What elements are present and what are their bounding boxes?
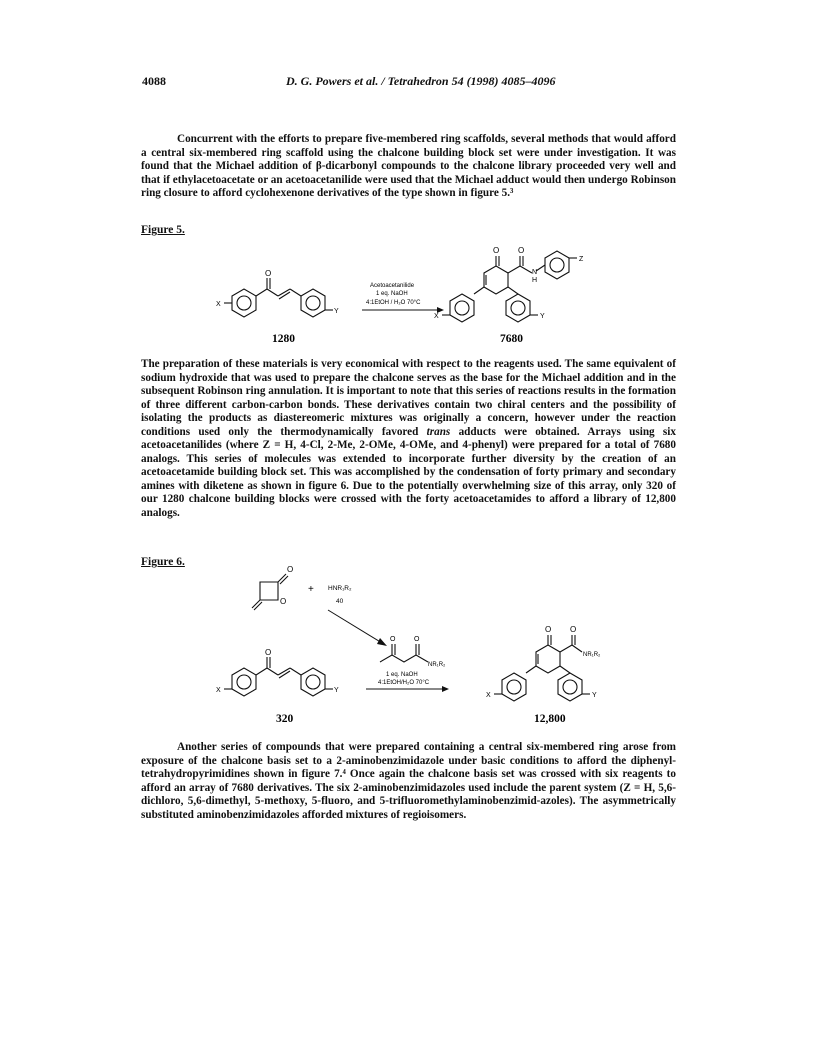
figure-6-chalcone-structure bbox=[224, 657, 333, 696]
paragraph-3-text: Another series of compounds that were prepared containing a central six-membered ring arose from exposure of the chalcone basis set to a 2-aminobenzimidazole under basic conditions to afford the diphenyl-tetrahydropyrimidines shown in figure 7.⁴ Once again the chalcone basis set was crossed with six reagents to afford an array of 7680 derivatives. The six 2-aminobenzimidazoles used include the parent system (Z = H, 5,6-dichloro, 5,6-dimethyl, 5-methoxy, 5-fluoro, and 5-trifluoromethylaminobenzimid-azoles). The asymmetrically substituted aminobenzimidazoles afforded mixtures of regioisomers. bbox=[141, 741, 676, 821]
fig5-product-Y: Y bbox=[540, 313, 545, 320]
fig6-product-X: X bbox=[486, 692, 491, 699]
fig6-chalcone-O: O bbox=[265, 648, 272, 657]
figure-6-acetoacetamide-structure bbox=[380, 644, 428, 662]
fig5-product-Z: Z bbox=[579, 256, 584, 263]
fig5-chalcone-Y: Y bbox=[334, 308, 339, 315]
fig5-reagent-2: 1 eq. NaOH bbox=[376, 291, 408, 297]
figure-5-chalcone-structure bbox=[224, 278, 333, 317]
fig6-diagonal-arrow bbox=[328, 610, 382, 643]
fig5-product-N: N bbox=[532, 269, 538, 276]
fig6-compound-12800: 12,800 bbox=[534, 713, 566, 725]
fig5-reagent-3: 4:1EtOH / H₂O 70°C bbox=[366, 300, 421, 306]
figure-6-scheme bbox=[180, 562, 650, 732]
fig5-chalcone-X: X bbox=[216, 301, 221, 308]
fig6-amine-count: 40 bbox=[336, 598, 344, 605]
running-header-citation: D. G. Powers et al. / Tetrahedron 54 (1998) 4085–4096 bbox=[286, 74, 556, 88]
paragraph-2 bbox=[141, 358, 676, 520]
figure-5-scheme bbox=[180, 238, 650, 348]
fig6-diketene-O1: O bbox=[287, 565, 294, 574]
fig5-compound-7680: 7680 bbox=[500, 333, 523, 345]
fig5-product-O2: O bbox=[518, 246, 525, 255]
fig5-product-X: X bbox=[434, 313, 439, 320]
fig6-chalcone-Y: Y bbox=[334, 687, 339, 694]
fig6-diagonal-arrow-head bbox=[377, 638, 387, 646]
fig6-reagent-2: 4:1EtOH/H₂O 70°C bbox=[378, 680, 430, 686]
fig6-amide-O2: O bbox=[414, 636, 420, 643]
fig6-product-O2: O bbox=[570, 625, 577, 634]
fig6-amide-group: NR₁R₂ bbox=[428, 662, 446, 668]
fig6-amine: HNR₁R₂ bbox=[328, 585, 352, 592]
fig6-diketene-O2: O bbox=[280, 597, 287, 606]
fig6-plus-sign: + bbox=[308, 584, 314, 595]
paragraph-2-text: The preparation of these materials is very economical with respect to the reagents used. The same equivalent of sodium hydroxide that was used to prepare the chalcone serves as the base for the Michael addition and in the subsequent Robinson ring annulation. It is important to note that this series of reactions results in the formation of three different carbon-carbon bonds. These derivatives contain two chiral centers and the possibility of isolating the products as diastereomeric mixtures was originally a concern, however under the reaction conditions used only the thermodynamically favored trans adducts were obtained. Arrays using six acetoacetanilides (where Z = H, 4-Cl, 2-Me, 2-OMe, 4-OMe, and 4-phenyl) were prepared for a total of 7680 analogs. This series of molecules was extended to incorporate further diversity by the creation of an acetoacetamide building block set. This was accomplished by the condensation of forty primary and secondary amines with diketene as shown in figure 6. Due to the potentially overwhelming size of this array, only 320 of our 1280 chalcone building blocks were crossed with the forty acetoacetamides to afford a library of 12,800 analogs. bbox=[141, 358, 676, 519]
fig6-product-O1: O bbox=[545, 625, 552, 634]
fig5-product-O1: O bbox=[493, 246, 500, 255]
fig6-amide-O1: O bbox=[390, 636, 396, 643]
fig6-arrow-head bbox=[442, 686, 449, 692]
fig5-chalcone-O: O bbox=[265, 269, 272, 278]
paragraph-1 bbox=[141, 133, 676, 201]
figure-5-product-structure bbox=[442, 251, 577, 322]
figure-6-product-structure bbox=[494, 635, 590, 701]
figure-5-label: Figure 5. bbox=[141, 224, 185, 236]
trans-emphasis: trans bbox=[426, 425, 451, 438]
page-number: 4088 bbox=[142, 74, 166, 88]
fig6-product-amide: NR₁R₂ bbox=[583, 652, 601, 658]
figure-6-label: Figure 6. bbox=[141, 556, 185, 568]
fig6-compound-320: 320 bbox=[276, 713, 294, 725]
paragraph-3 bbox=[141, 741, 676, 822]
fig6-reagent-1: 1 eq. NaOH bbox=[386, 672, 418, 678]
fig6-chalcone-X: X bbox=[216, 687, 221, 694]
fig5-product-H: H bbox=[532, 277, 538, 284]
fig5-compound-1280: 1280 bbox=[272, 333, 295, 345]
fig6-product-Y: Y bbox=[592, 692, 597, 699]
fig5-reagent-1: Acetoacetanilide bbox=[370, 283, 415, 289]
paragraph-1-text: Concurrent with the efforts to prepare five-membered ring scaffolds, several methods that would afford a central six-membered ring scaffold using the chalcone building block set were under investigation. It was found that the Michael addition of β-dicarbonyl compounds to the chalcone library proceeded very well and that if ethylacetoacetate or an acetoacetanilide were used that the Michael adduct would then undergo Robinson ring closure to afford cyclohexenone derivatives of the type shown in figure 5.³ bbox=[141, 133, 676, 199]
